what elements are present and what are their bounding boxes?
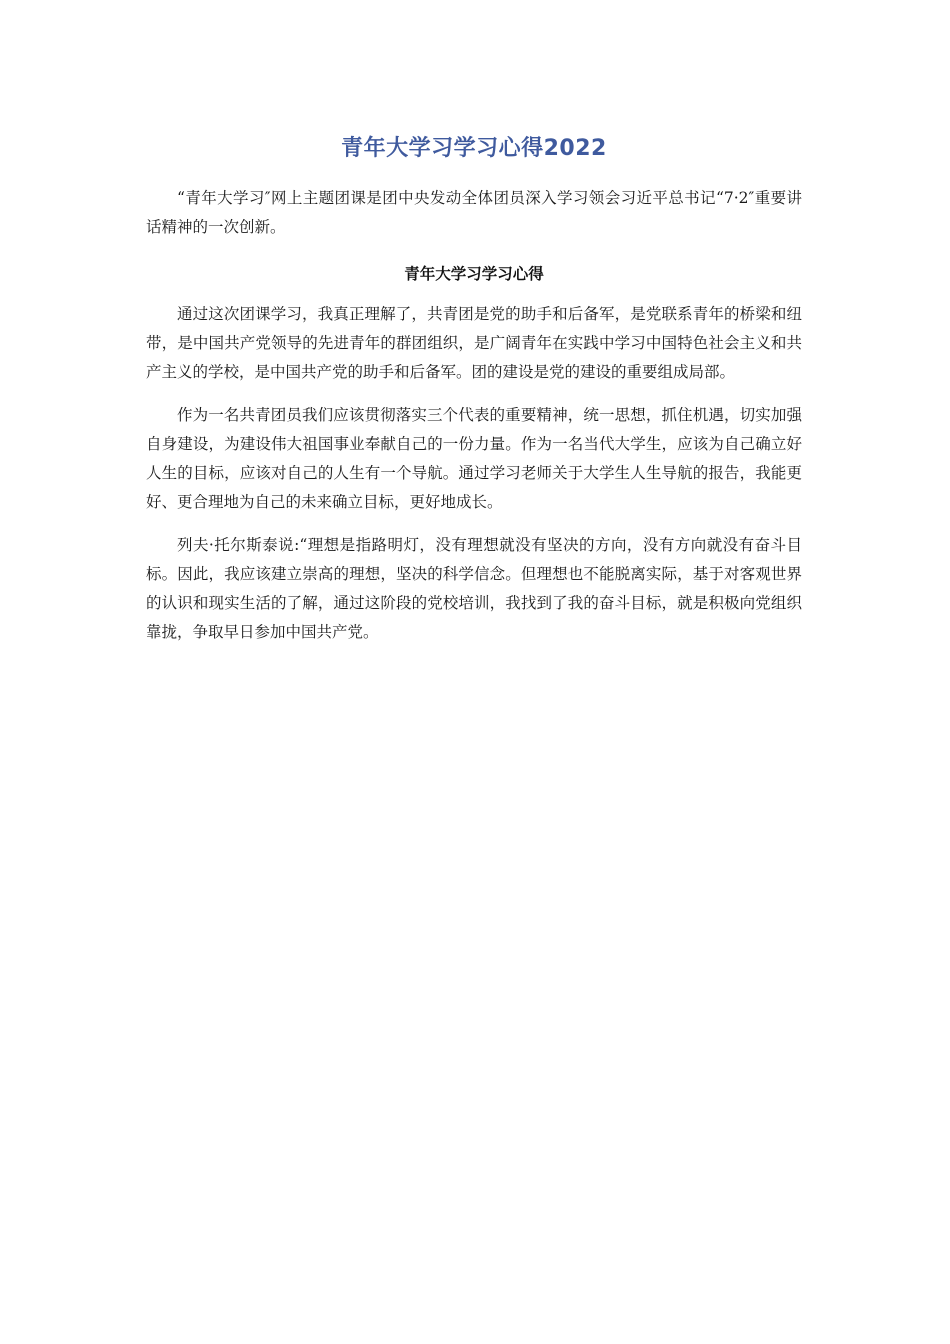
- body-paragraph-2: 作为一名共青团员我们应该贯彻落实三个代表的重要精神，统一思想，抓住机遇，切实加强自身建设，为建设伟大祖国事业奉献自己的一份力量。作为一名当代大学生，应该为自己确立好人生的目标，应该对自己的人生有一个导航。通过学习老师关于大学生人生导航的报告，我能更好、更合理地为自己的未来确立目标，更好地成长。: [146, 406, 802, 511]
- section-heading: 青年大学习学习心得: [404, 265, 544, 283]
- intro-paragraph: “青年大学习″网上主题团课是团中央发动全体团员深入学习领会习近平总书记“7·2″重要讲话精神的一次创新。: [146, 189, 802, 236]
- body-paragraph-3: 列夫·托尔斯泰说:“理想是指路明灯，没有理想就没有坚决的方向，没有方向就没有奋斗目标。因此，我应该建立崇高的理想，坚决的科学信念。但理想也不能脱离实际，基于对客观世界的认识和现实生活的了解，通过这阶段的党校培训，我找到了我的奋斗目标，就是积极向党组织靠拢，争取早日参加中国共产党。: [146, 536, 802, 641]
- body-paragraph-1: 通过这次团课学习，我真正理解了，共青团是党的助手和后备军，是党联系青年的桥梁和纽带，是中国共产党领导的先进青年的群团组织，是广阔青年在实践中学习中国特色社会主义和共产主义的学校，是中国共产党的助手和后备军。团的建设是党的建设的重要组成局部。: [146, 305, 802, 381]
- document-title: 青年大学习学习心得2022: [341, 136, 607, 161]
- document-page: [146, 130, 802, 661]
